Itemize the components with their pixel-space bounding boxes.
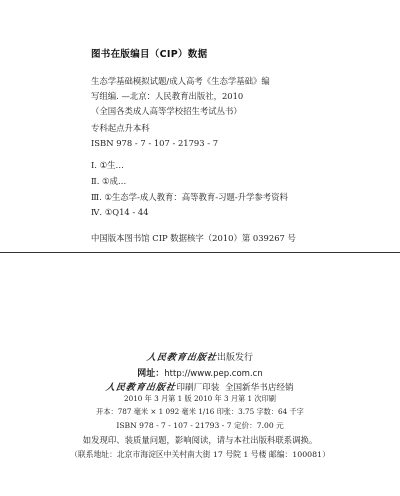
- website-line: [0, 366, 400, 379]
- cip-subject-3: Ⅲ. ①生态学-成人教育：高等教育-习题-升学参考资料: [91, 192, 288, 202]
- publisher-line: [0, 350, 400, 363]
- cip-subject-4: Ⅳ. ①Q14 - 44: [91, 207, 149, 217]
- publisher-logo: 人民教育出版社: [146, 353, 218, 363]
- cip-heading: 图书在版编目（CIP）数据: [91, 49, 208, 60]
- website-link[interactable]: http://www.pep.com.cn: [164, 369, 263, 379]
- cip-subject-1: Ⅰ. ①生…: [91, 160, 124, 170]
- edition-line: 2010 年 3 月第 1 版 2010 年 3 月第 1 次印刷: [124, 394, 276, 403]
- cip-level-line: 专科起点升本科: [91, 123, 150, 133]
- cip-series-line: （全国各类成人高等学校招生考试丛书）: [91, 106, 242, 116]
- printer-line: [0, 380, 400, 393]
- distributor: 全国新华书店经销: [224, 383, 294, 393]
- specs-line: 开本：787 毫米 × 1 092 毫米 1/16 印张：3.75 字数：64 千字: [96, 407, 304, 416]
- printer-logo: 人民教育出版社: [105, 383, 177, 393]
- cip-isbn-line: ISBN 978 - 7 - 107 - 21793 - 7: [91, 138, 219, 148]
- contact-line: （联系地址：北京市海淀区中关村南大街 17 号院 1 号楼 邮编：100081）: [70, 450, 330, 459]
- cip-title-line: 生态学基础模拟试题/成人高考《生态学基础》编: [91, 76, 270, 86]
- cip-divider: [0, 252, 400, 253]
- cip-subject-2: Ⅱ. ①成…: [91, 176, 127, 186]
- notice-line: 如发现印、装质量问题，影响阅读，请与本社出版科联系调换。: [82, 435, 318, 445]
- cip-verification: 中国版本图书馆 CIP 数据核字（2010）第 039267 号: [91, 233, 296, 243]
- publisher-suffix: 出版发行: [217, 353, 254, 363]
- cip-author-line: 写组编. —北京：人民教育出版社，2010: [91, 91, 244, 101]
- isbn-price-line: ISBN 978 - 7 - 107 - 21793 - 7 定价：7.00 元: [116, 421, 284, 430]
- website-label: 网址：: [137, 369, 165, 379]
- printer-suffix: 印刷厂印装: [176, 383, 220, 393]
